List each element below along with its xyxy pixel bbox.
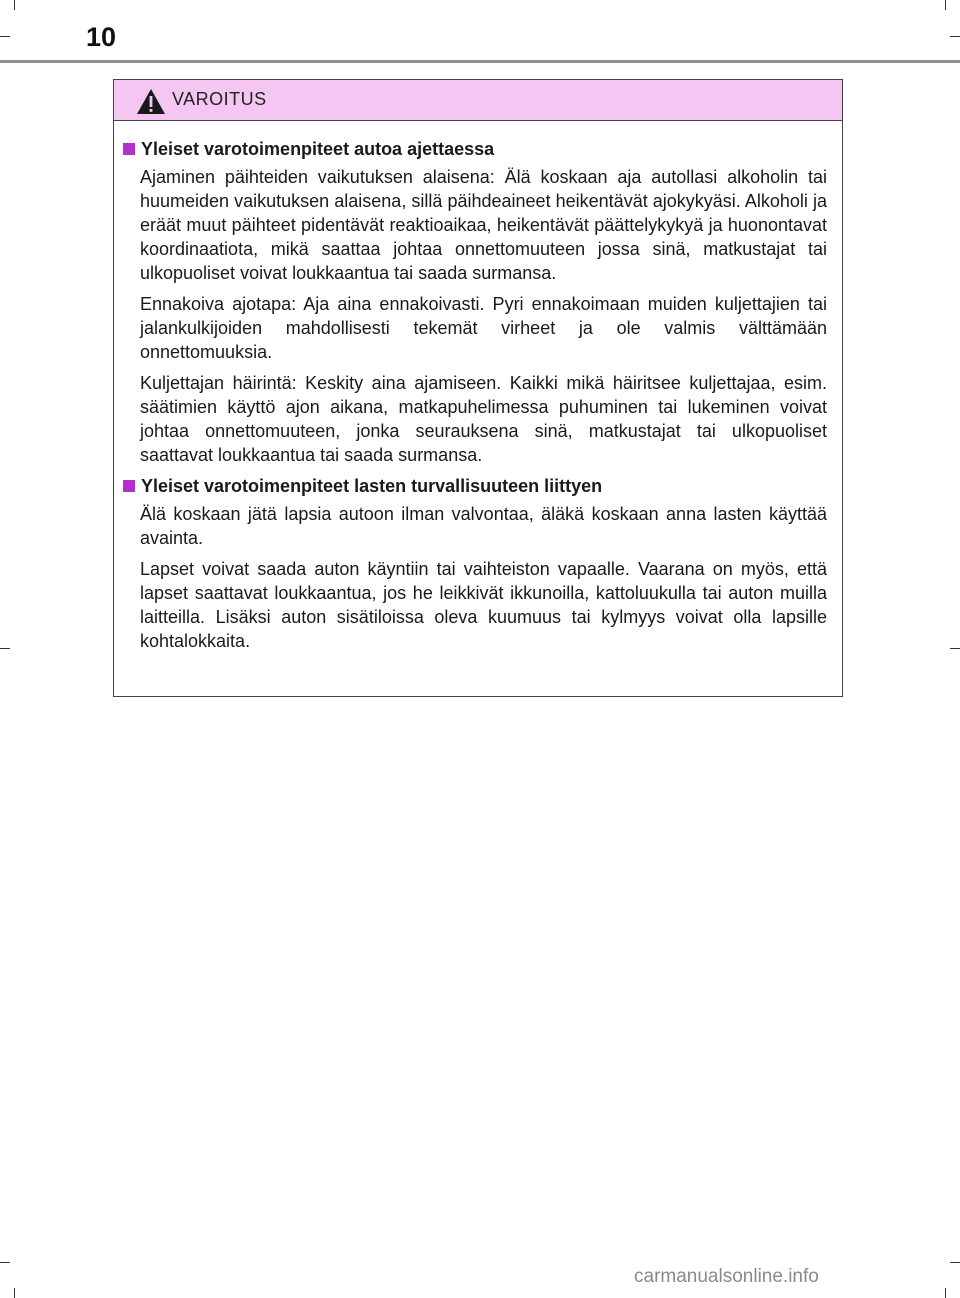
paragraph: Älä koskaan jätä lapsia autoon ilman valvontaa, äläkä koskaan anna lasten käyttää avainta. (140, 504, 827, 548)
warning-title: VAROITUS (172, 89, 267, 109)
crop-mark (0, 648, 10, 649)
crop-mark (0, 36, 10, 37)
paragraph: Kuljettajan häirintä: Keskity aina ajamiseen. Kaikki mikä häiritsee kuljettajaa, esim. säätimien käyttö ajon aikana, matkapuhelimessa puhuminen tai lukeminen voivat johtaa onnettomuuteen, jonka seurauksena sinä, matkustajat tai ulkopuoliset saattavat loukkaantua tai saada surmansa. (140, 373, 827, 465)
warning-section (123, 137, 827, 467)
warning-box (113, 79, 843, 697)
section-heading-text: Yleiset varotoimenpiteet lasten turvallisuuteen liittyen (141, 476, 603, 496)
warning-header (114, 80, 842, 121)
paragraph: Lapset voivat saada auton käyntiin tai vaihteiston vapaalle. Vaarana on myös, että lapset saattavat loukkaantua, jos he leikkivät ikkunoilla, kattoluukulla tai auton muilla laitteilla. Lisäksi auton sisätiloissa oleva kuumuus tai kylmyys voivat olla lapsille kohtalokkaita. (140, 559, 827, 651)
page-number: 10 (86, 22, 117, 52)
crop-mark (950, 36, 960, 37)
crop-mark (945, 0, 946, 10)
crop-mark (950, 1262, 960, 1263)
section-heading (123, 137, 827, 161)
square-bullet-icon (123, 480, 135, 492)
warning-section (123, 474, 827, 653)
crop-mark (14, 0, 15, 10)
watermark: carmanualsonline.info (634, 1266, 819, 1287)
header-rule (0, 60, 960, 63)
crop-mark (14, 1288, 15, 1298)
warning-body (114, 121, 842, 653)
section-heading-text: Yleiset varotoimenpiteet autoa ajettaessa (141, 139, 495, 159)
paragraph: Ennakoiva ajotapa: Aja aina ennakoivasti. Pyri ennakoimaan muiden kuljettajien tai jalankulkijoiden mahdollisesti tekemät virheet ja ole valmis välttämään onnettomuuksia. (140, 294, 827, 362)
crop-mark (0, 1262, 10, 1263)
section-heading (123, 474, 827, 498)
crop-mark (945, 1288, 946, 1298)
warning-triangle-icon (136, 88, 166, 115)
square-bullet-icon (123, 143, 135, 155)
crop-mark (950, 648, 960, 649)
paragraph: Ajaminen päihteiden vaikutuksen alaisena: Älä koskaan aja autollasi alkoholin tai huumeiden vaikutuksen alaisena, sillä päihdeaineet heikentävät ajokykyäsi. Alkoholi ja eräät muut päihteet pidentävät reaktioaikaa, heikentävät päättelykykyä ja huonontavat koordinaatiota, mikä saattaa johtaa onnettomuuteen jossa sinä, matkustajat tai ulkopuoliset voivat loukkaantua tai saada surmansa. (140, 167, 827, 283)
